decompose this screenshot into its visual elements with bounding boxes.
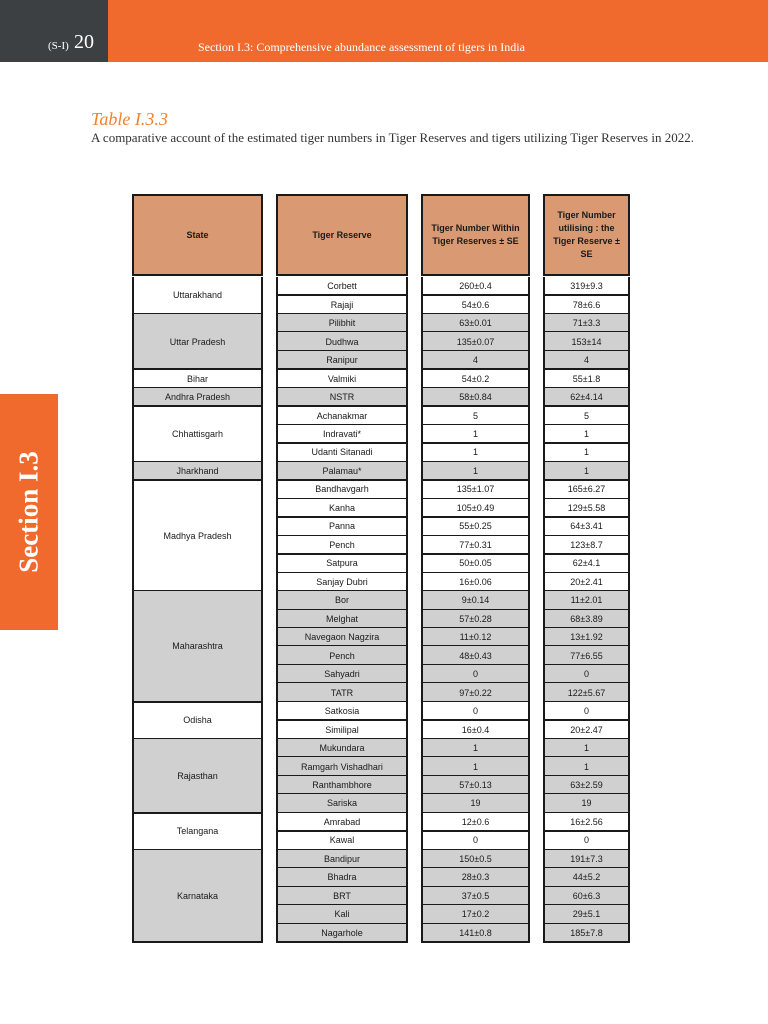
header-state: State: [132, 194, 263, 276]
within-value-cell: 135±0.07: [421, 332, 530, 350]
utilising-value-cell: 11±2.01: [543, 591, 630, 609]
state-cell: Telangana: [176, 826, 219, 837]
reserve-cell: Satpura: [326, 558, 358, 569]
within-value-cell: 0: [421, 665, 530, 683]
within-value-cell: 141±0.8: [421, 924, 530, 942]
running-section-title: Section I.3: Comprehensive abundance assessment of tigers in India: [198, 40, 525, 54]
reserve-cell: Panna: [328, 521, 356, 532]
header-title-bar: [108, 0, 768, 62]
column-border: [421, 277, 423, 942]
row-rule: [543, 941, 630, 943]
utilising-value-cell: 20±2.47: [570, 724, 603, 735]
reserve-cell: Pench: [276, 646, 408, 664]
within-value-cell: 57±0.13: [421, 776, 530, 794]
utilising-value-cell: 4: [543, 351, 630, 369]
within-value-cell: 48±0.43: [421, 646, 530, 664]
header-tiger-reserve: Tiger Reserve: [276, 194, 408, 276]
reserve-cell: Navegaon Nagzira: [276, 628, 408, 646]
utilising-value-cell: 62±4.1: [572, 558, 601, 569]
utilising-value-cell: 1: [543, 739, 630, 757]
row-rule: [421, 941, 530, 943]
within-value-cell: 54±0.2: [461, 373, 490, 384]
header-utilising-reserve: Tiger Number utilising : the Tiger Reserve ± SE: [543, 194, 630, 276]
column-border: [628, 277, 630, 942]
utilising-value-cell: 60±6.3: [543, 887, 630, 905]
utilising-value-cell: 20±2.41: [570, 576, 603, 587]
reserve-cell: Achanakmar: [316, 410, 368, 421]
header-page-block: [0, 0, 108, 62]
utilising-value-cell: 123±8.7: [570, 539, 603, 550]
group-rule: [132, 941, 263, 943]
within-value-cell: 135±1.07: [456, 484, 495, 495]
reserve-cell: Bhadra: [276, 868, 408, 886]
utilising-value-cell: 16±2.56: [570, 816, 603, 827]
within-value-cell: 63±0.01: [421, 314, 530, 332]
reserve-cell: Udanti Sitanadi: [311, 447, 373, 458]
row-rule: [276, 941, 408, 943]
section-index: (S-I): [48, 40, 69, 52]
within-value-cell: 5: [472, 410, 478, 421]
reserve-cell: Melghat: [276, 610, 408, 628]
utilising-value-cell: 0: [583, 706, 589, 717]
state-cell: Bihar: [186, 373, 208, 384]
within-value-cell: 55±0.25: [459, 521, 492, 532]
within-value-cell: 37±0.5: [421, 887, 530, 905]
utilising-value-cell: 64±3.41: [570, 521, 603, 532]
reserve-cell: Amrabad: [323, 816, 361, 827]
reserve-cell: TATR: [276, 683, 408, 701]
reserve-cell: Pilibhit: [276, 314, 408, 332]
reserve-cell: Kali: [276, 905, 408, 923]
state-cell: Maharashtra: [132, 591, 263, 702]
reserve-cell: Sahyadri: [276, 665, 408, 683]
reserve-cell: Pench: [329, 539, 355, 550]
within-value-cell: 260±0.4: [459, 281, 492, 292]
utilising-value-cell: 29±5.1: [543, 905, 630, 923]
reserve-cell: Nagarhole: [276, 924, 408, 942]
utilising-value-cell: 1: [543, 462, 630, 480]
reserve-cell: Ranipur: [276, 351, 408, 369]
reserve-cell: Sariska: [276, 794, 408, 812]
reserve-cell: Satkosia: [324, 706, 360, 717]
utilising-value-cell: 55±1.8: [572, 373, 601, 384]
within-value-cell: 16±0.4: [461, 724, 490, 735]
state-cell: Rajasthan: [132, 739, 263, 813]
within-value-cell: 58±0.84: [421, 388, 530, 406]
within-value-cell: 50±0.05: [459, 558, 492, 569]
state-cell: Odisha: [183, 715, 212, 726]
reserve-cell: Ranthambhore: [276, 776, 408, 794]
utilising-value-cell: 62±4.14: [543, 388, 630, 406]
reserve-cell: Bandhavgarh: [315, 484, 369, 495]
side-tab-label: Section I.3: [13, 451, 44, 573]
reserve-cell: NSTR: [276, 388, 408, 406]
reserve-cell: Ramgarh Vishadhari: [276, 757, 408, 775]
state-cell: Uttar Pradesh: [132, 314, 263, 369]
reserve-cell: Sanjay Dubri: [316, 576, 368, 587]
reserve-cell: Rajaji: [330, 299, 354, 310]
reserve-cell: Kawal: [329, 835, 355, 846]
section-side-tab: [0, 394, 58, 630]
within-value-cell: 12±0.6: [461, 816, 490, 827]
reserve-cell: Similipal: [325, 724, 359, 735]
utilising-value-cell: 77±6.55: [543, 646, 630, 664]
column-border: [406, 277, 408, 942]
within-value-cell: 19: [421, 794, 530, 812]
utilising-value-cell: 0: [543, 665, 630, 683]
column-border: [528, 277, 530, 942]
within-value-cell: 11±0.12: [421, 628, 530, 646]
state-cell: Karnataka: [132, 850, 263, 942]
utilising-value-cell: 129±5.58: [567, 502, 606, 513]
utilising-value-cell: 1: [583, 447, 589, 458]
state-cell: Uttarakhand: [172, 290, 223, 301]
column-border: [276, 277, 278, 942]
reserve-cell: Valmiki: [327, 373, 357, 384]
table-caption: A comparative account of the estimated tiger numbers in Tiger Reserves and tigers utilizing Tiger Reserves in 2022.: [91, 130, 694, 145]
utilising-value-cell: 122±5.67: [543, 683, 630, 701]
within-value-cell: 0: [472, 706, 478, 717]
within-value-cell: 57±0.28: [421, 610, 530, 628]
within-value-cell: 1: [421, 757, 530, 775]
reserve-cell: Kanha: [328, 502, 356, 513]
utilising-value-cell: 191±7.3: [543, 850, 630, 868]
within-value-cell: 17±0.2: [421, 905, 530, 923]
utilising-value-cell: 1: [543, 757, 630, 775]
column-border: [132, 277, 134, 942]
utilising-value-cell: 78±6.6: [572, 299, 601, 310]
utilising-value-cell: 165±6.27: [567, 484, 606, 495]
header-within-reserve: Tiger Number Within Tiger Reserves ± SE: [421, 194, 530, 276]
within-value-cell: 105±0.49: [456, 502, 495, 513]
within-value-cell: 0: [472, 835, 478, 846]
state-cell: Chhattisgarh: [171, 429, 224, 439]
page-header: [0, 0, 768, 62]
reserve-cell: Corbett: [327, 281, 357, 292]
reserve-cell: Bor: [276, 591, 408, 609]
utilising-value-cell: 5: [583, 410, 589, 421]
table-title: Table I.3.3: [91, 109, 168, 129]
state-cell: Andhra Pradesh: [132, 388, 263, 406]
within-value-cell: 150±0.5: [421, 850, 530, 868]
within-value-cell: 16±0.06: [459, 576, 492, 587]
within-value-cell: 1: [472, 429, 478, 439]
within-value-cell: 54±0.6: [461, 299, 490, 310]
state-cell: Jharkhand: [132, 462, 263, 480]
utilising-value-cell: 0: [583, 835, 589, 846]
page-number: 20: [74, 31, 94, 53]
within-value-cell: 1: [421, 739, 530, 757]
reserve-cell: Bandipur: [276, 850, 408, 868]
within-value-cell: 4: [421, 351, 530, 369]
reserve-cell: BRT: [276, 887, 408, 905]
utilising-value-cell: 44±5.2: [543, 868, 630, 886]
utilising-value-cell: 68±3.89: [543, 610, 630, 628]
within-value-cell: 1: [421, 462, 530, 480]
reserve-cell: Dudhwa: [276, 332, 408, 350]
column-border: [261, 277, 263, 942]
within-value-cell: 77±0.31: [459, 539, 492, 550]
utilising-value-cell: 153±14: [543, 332, 630, 350]
reserve-cell: Palamau*: [276, 462, 408, 480]
utilising-value-cell: 185±7.8: [543, 924, 630, 942]
utilising-value-cell: 71±3.3: [543, 314, 630, 332]
column-border: [543, 277, 545, 942]
within-value-cell: 9±0.14: [421, 591, 530, 609]
utilising-value-cell: 63±2.59: [543, 776, 630, 794]
utilising-value-cell: 319±9.3: [570, 281, 603, 292]
reserve-cell: Indravati*: [322, 429, 362, 439]
reserve-cell: Mukundara: [276, 739, 408, 757]
utilising-value-cell: 1: [583, 429, 589, 439]
within-value-cell: 97±0.22: [421, 683, 530, 701]
within-value-cell: 1: [472, 447, 478, 458]
utilising-value-cell: 19: [543, 794, 630, 812]
utilising-value-cell: 13±1.92: [543, 628, 630, 646]
state-cell: Madhya Pradesh: [163, 530, 232, 541]
within-value-cell: 28±0.3: [421, 868, 530, 886]
